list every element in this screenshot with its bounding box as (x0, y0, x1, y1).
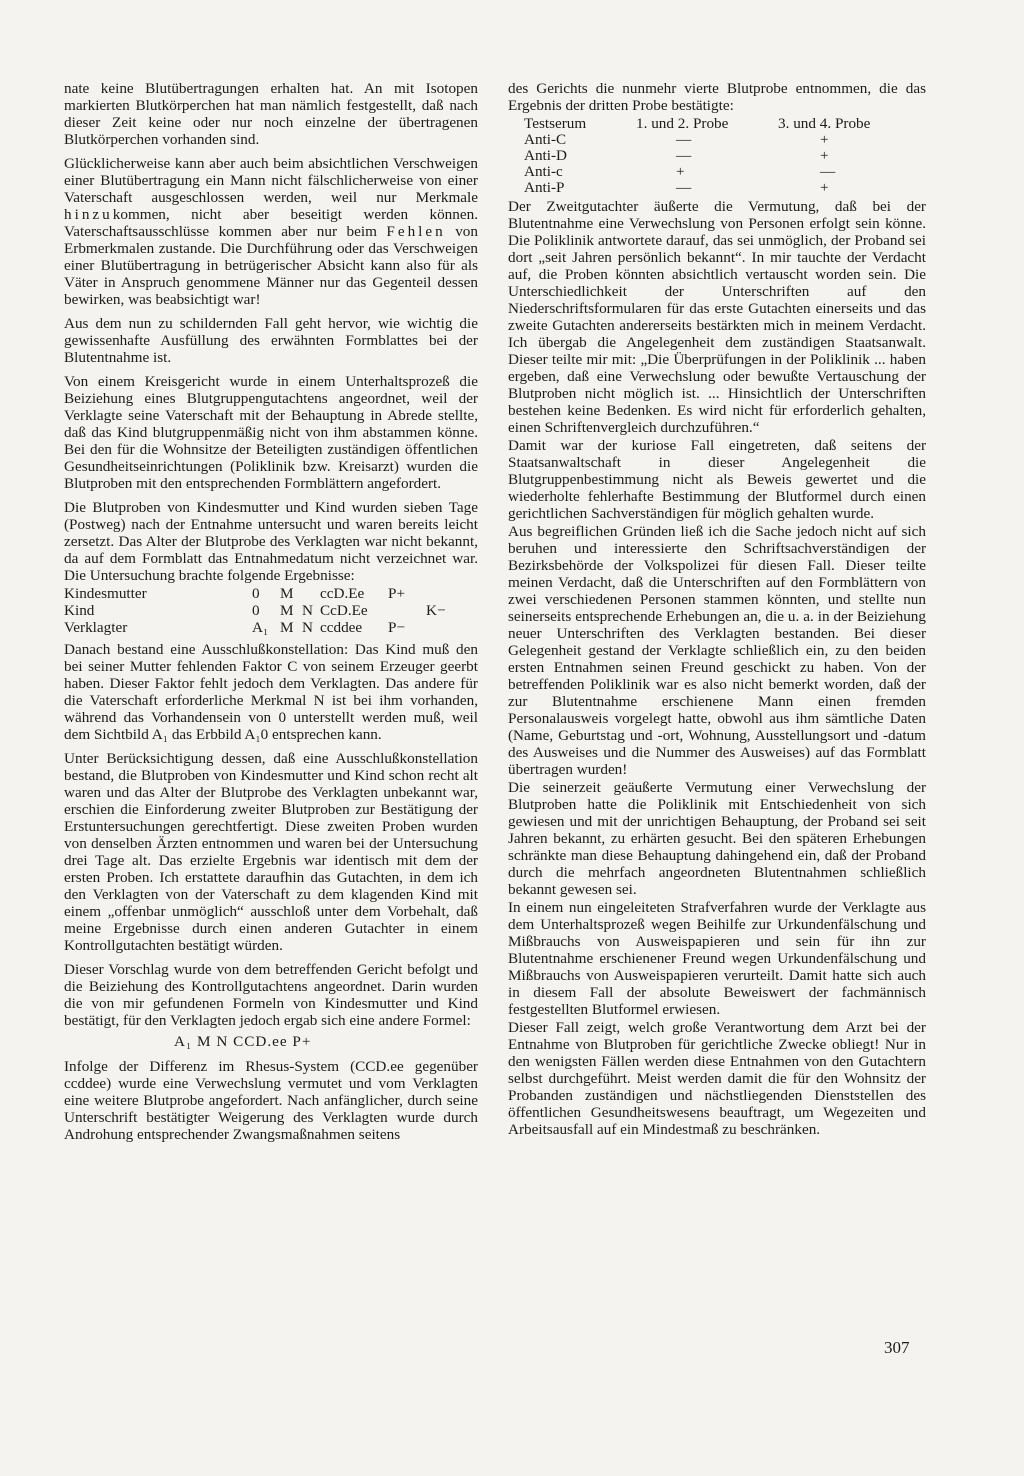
table-cell: — (676, 131, 692, 148)
table-cell: N (302, 602, 313, 619)
table-cell: M (280, 585, 294, 602)
table-cell: P− (388, 619, 406, 636)
table-header-row (524, 116, 870, 132)
paragraph: Aus dem nun zu schildernden Fall geht hervor, wie wichtig die gewissenhafte Ausfüllung des erwähnten Formblattes bei der Blutentnahme ist. (64, 315, 478, 366)
text-run: Glücklicherweise kann aber auch beim absichtlichen Verschweigen einer Blutübertragung ein Mann nicht fälschlicherweise von einer Vaterschaft ausgeschlossen werden, weil nur Merkmale (64, 155, 478, 206)
paragraph: Infolge der Differenz im Rhesus-System (CCD.ee gegenüber ccddee) wurde eine Verwechslung vermutet und vom Verklagten eine weitere Blutprobe angefordert. Nach anfänglicher, durch seine Unterschrift bestätigter Weigerung des Verklagten wurde durch Androhung entsprechender Zwangsmaßnahmen seitens (64, 1058, 478, 1143)
paragraph: Von einem Kreisgericht wurde in einem Unterhaltsprozeß die Beiziehung eines Blutgruppengutachtens angeordnet, weil der Verklagte seine Vaterschaft mit der Behauptung in Abrede stellte, daß das Kind blutgruppenmäßig nicht von ihm abstammen könne. Bei den für die Wohnsitze der Beteiligten zuständigen öffentlichen Gesundheitseinrichtungen (Poliklinik bzw. Kreisarzt) wurden die Blutproben mit den entsprechenden Formblättern angefordert. (64, 373, 478, 492)
table-row (64, 602, 446, 619)
table-row (524, 132, 870, 148)
table-cell: K− (426, 602, 446, 619)
table-cell: M (280, 619, 294, 636)
table-cell: Kindesmutter (64, 585, 147, 602)
paragraph: Dieser Vorschlag wurde von dem betreffenden Gericht befolgt und die Beiziehung des Kontrollgutachtens angeordnet. Darin wurden die von mir gefundenen Formeln von Kindesmutter und Kind bestätigt, für den Verklagten jedoch ergab sich eine andere Formel: (64, 961, 478, 1029)
table-cell: N (302, 619, 313, 636)
table-cell: + (820, 179, 829, 196)
text-run: entsprechen kann. (268, 726, 382, 743)
column-header: 1. und 2. Probe (636, 115, 729, 132)
table-row (524, 148, 870, 164)
paragraph: In einem nun eingeleiteten Strafverfahren wurde der Verklagte aus dem Unterhaltsprozeß wegen Beihilfe zur Urkundenfälschung und Mißbrauchs von Ausweispapieren und sein für ihn zur Blutentnahme erschienener Freund wegen Urkundenfälschung und Mißbrauchs von Ausweispapieren verurteilt. Damit hatte sich auch in diesem Fall der absolute Beweiswert der fachmännisch festgestellten Blutformel erwiesen. (508, 899, 926, 1018)
table-cell: ccddee (320, 619, 363, 636)
text-run: von Erbmerkmalen zustande. Die Durchführung oder das Verschweigen einer Blutübertragung in betrügerischer Absicht kann also für als Väter in Anspruch genommene Männer nur das Gegenteil dessen bewirken, was beabsichtigt war! (64, 223, 478, 308)
emphasized-text: hinzu (64, 206, 113, 223)
table-cell: Kind (64, 602, 95, 619)
paragraph: Unter Berücksichtigung dessen, daß eine Ausschlußkonstellation bestand, die Blutproben von Kindesmutter und Kind schon recht alt waren und das Alter der Blutprobe des Verklagten unbekannt war, erschien die Einforderung zweiter Blutproben zur Bestätigung der Erstuntersuchungen gerechtfertigt. Diese zweiten Proben wurden von denselben Ärzten entnommen und waren bei der Untersuchung drei Tage alt. Das erzielte Ergebnis war identisch mit dem der ersten Proben. Ich erstattete daraufhin das Gutachten, in dem ich den Verklagten von der Vaterschaft zu dem klagenden Kind mit einem „offenbar unmöglich“ ausschloß unter dem Vorbehalt, daß meine Ergebnisse durch einen anderen Gutachter in einem Kontrollgutachten bestätigt würden. (64, 750, 478, 954)
paragraph: Der Zweitgutachter äußerte die Vermutung, daß bei der Blutentnahme eine Verwechslung von Personen erfolgt sein könne. Die Poliklinik antwortete darauf, das sei unmöglich, der Proband sei dort „seit Jahren persönlich bekannt“. In mir tauchte der Verdacht auf, die Proben könnten absichtlich vertauscht worden sein. Die Unterschiedlichkeit der Unterschriften auf den Niederschriftsformularen für das erste Gutachten einerseits und das zweite Gutachten andererseits bestärkten mich in meinem Verdacht. Ich übergab die Angelegenheit dem zuständigen Staatsanwalt. Dieser teilte mir mit: „Die Überprüfungen in der Poliklinik ... haben ergeben, daß eine Verwechslung oder bewußte Vertauschung der Blutproben nicht möglich ist. ... Hinsichtlich der Unterschriften bestehen keine Bedenken. Es wird nicht für erforderlich gehalten, einen Schriftenvergleich durchzuführen.“ (508, 198, 926, 436)
table-cell: A₁ (252, 619, 269, 636)
paragraph: nate keine Blutübertragungen erhalten hat. An mit Isotopen markierten Blutkörperchen hat man nämlich festgestellt, daß nach dieser Zeit keine oder nur noch einzelne der übertragenen Blutkörperchen vorhanden sind. (64, 80, 478, 148)
table-row (64, 585, 446, 602)
page-number: 307 (884, 1338, 910, 1357)
left-column (64, 80, 478, 1150)
table-cell: ccD.Ee (320, 585, 365, 602)
text-run: A₁ (151, 726, 169, 743)
table-cell: — (676, 179, 692, 196)
table-cell: P+ (388, 585, 406, 602)
blood-formula: A₁ M N CCD.ee P+ (174, 1033, 312, 1050)
table-cell: — (820, 163, 836, 180)
table-cell: Anti-P (524, 179, 565, 196)
paragraph: Aus begreiflichen Gründen ließ ich die Sache jedoch nicht auf sich beruhen und interessierte den Schriftsachverständigen der Bezirksbehörde der Volkspolizei für diesen Fall. Dieser teilte meinen Verdacht, daß die Unterschriften auf den Formblättern von zwei verschiedenen Personen stammen könnten, und stellte nun seinerseits entsprechende Erhebungen an, die u. a. in der Beiziehung neuer Unterschriften des Verklagten bestanden. Bei dieser Gelegenheit gestand der Verklagte schließlich ein, zu den beiden ersten Entnahmen seinen Freund geschickt zu haben. Von der betreffenden Poliklinik war es also nicht bemerkt worden, daß der zur Blutentnahme erschienene Mann einen fremden Personalausweis vorgelegt hatte, obwohl aus ihm sämtliche Daten (Name, Geburtstag und -ort, Wohnung, Ausstellungsort und -datum des Ausweises und die Nummer des Ausweises) auf das Formblatt übertragen wurden! (508, 523, 926, 778)
text-run: kommen, nicht aber beseitigt werden können. Vaterschaftsausschlüsse kommen aber nur beim (64, 206, 478, 240)
table-row (64, 619, 446, 636)
table-cell: Anti-D (524, 147, 568, 164)
column-header: Testserum (524, 115, 587, 132)
table-cell (426, 585, 446, 602)
paragraph: Dieser Fall zeigt, welch große Verantwortung dem Arzt bei der Entnahme von Blutproben für gerichtliche Zwecke obliegt! Nur in den wenigsten Fällen werden diese Entnahmen von den Gutachtern selbst durchgeführt. Meist werden damit die für den Wohnsitz der Probanden zuständigen und nächstliegenden Dienststellen des öffentlichen Gesundheitswesens beauftragt, um Wegezeiten und Arbeitsausfall auf ein Mindestmaß zu beschränken. (508, 1019, 926, 1138)
text-run: A₁0 (244, 726, 269, 743)
table-cell: 0 (252, 585, 260, 602)
table-cell: + (676, 163, 685, 180)
paragraph: Die Blutproben von Kindesmutter und Kind wurden sieben Tage (Postweg) nach der Entnahme untersucht und waren bereits leicht zersetzt. Das Alter der Blutprobe des Verklagten war nicht bekannt, da auf dem Formblatt das Entnahmedatum nicht verzeichnet war. Die Untersuchung brachte folgende Ergebnisse: (64, 499, 478, 584)
blood-results-table (64, 585, 446, 636)
table-cell: Verklagter (64, 619, 128, 636)
emphasized-text: Fehlen (386, 223, 446, 240)
text-run: das Erbbild (168, 726, 245, 743)
table-cell: Anti-c (524, 163, 563, 180)
paragraph: Damit war der kuriose Fall eingetreten, daß seitens der Staatsanwaltschaft in dieser Angelegenheit die Blutgruppenbestimmung nicht als Beweis gewertet und die wiederholte fehlerhafte Bestimmung der Blutformel durch einen gerichtlichen Sachverständigen für möglich gehalten wurde. (508, 437, 926, 522)
paragraph (64, 155, 478, 308)
right-column (508, 80, 926, 1139)
table-cell: M (280, 602, 294, 619)
table-cell: + (820, 131, 829, 148)
table-cell: CcD.Ee (320, 602, 368, 619)
table-cell: — (676, 147, 692, 164)
paragraph (64, 641, 478, 743)
table-cell: 0 (252, 602, 260, 619)
paragraph: Die seinerzeit geäußerte Vermutung einer Verwechslung der Blutproben hatte die Poliklinik mit Entschiedenheit von sich gewiesen und mit der unrichtigen Behauptung, der Proband sei seit Jahren bekannt, zu erhärten gesucht. Bei den späteren Erhebungen schränkte man diese Behauptung dahingehend ein, daß der Proband durch die mehrfach angeordneten Blutentnahmen schließlich bekannt gewesen sei. (508, 779, 926, 898)
table-row (524, 164, 870, 180)
table-cell (388, 602, 426, 619)
table-cell: Anti-C (524, 131, 567, 148)
serum-table (524, 116, 870, 196)
column-header: 3. und 4. Probe (778, 115, 871, 132)
paragraph: des Gerichts die nunmehr vierte Blutprobe entnommen, die das Ergebnis der dritten Probe bestätigte: (508, 80, 926, 114)
table-row (524, 180, 870, 196)
table-cell: + (820, 147, 829, 164)
text-run: Danach bestand eine Ausschlußkonstellation: Das Kind muß den bei seiner Mutter fehlenden Faktor C von seinem Erzeuger geerbt haben. Dieser Faktor fehlt jedoch dem Verklagten. Das andere für die Vaterschaft erforderliche Merkmal N ist bei ihm vorhanden, während das Vorhandensein von 0 unterstellt werden muß, weil dem Sichtbild (64, 641, 478, 743)
table-cell (302, 585, 320, 602)
table-cell (426, 619, 446, 636)
